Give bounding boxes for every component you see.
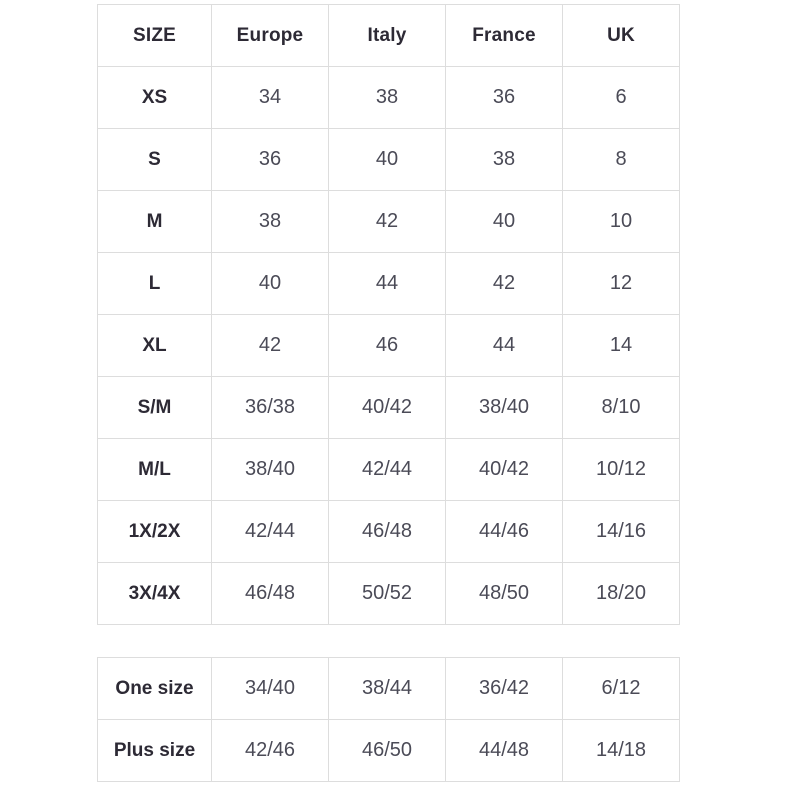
table-cell: 36 bbox=[446, 67, 563, 129]
table-cell: 8 bbox=[563, 129, 680, 191]
table-cell: 38 bbox=[329, 67, 446, 129]
table-cell: 6/12 bbox=[563, 658, 680, 720]
table-cell: 10/12 bbox=[563, 439, 680, 501]
table-cell: 12 bbox=[563, 253, 680, 315]
table-row bbox=[98, 439, 680, 501]
table-row bbox=[98, 720, 680, 782]
table-row bbox=[98, 563, 680, 625]
table-cell: 40 bbox=[446, 191, 563, 253]
table-cell: 46 bbox=[329, 315, 446, 377]
table-cell: 6 bbox=[563, 67, 680, 129]
table-cell: 44 bbox=[446, 315, 563, 377]
table-cell: 48/50 bbox=[446, 563, 563, 625]
table-cell: 14/16 bbox=[563, 501, 680, 563]
table-cell: 38 bbox=[446, 129, 563, 191]
table-cell: 46/50 bbox=[329, 720, 446, 782]
column-header-europe: Europe bbox=[212, 5, 329, 67]
table-cell: 44 bbox=[329, 253, 446, 315]
table-row bbox=[98, 658, 680, 720]
table-row bbox=[98, 315, 680, 377]
table-row bbox=[98, 253, 680, 315]
column-header-france: France bbox=[446, 5, 563, 67]
table-cell: 40 bbox=[329, 129, 446, 191]
table-cell: 40/42 bbox=[329, 377, 446, 439]
table-row bbox=[98, 377, 680, 439]
table-cell: 36 bbox=[212, 129, 329, 191]
table-cell: 42 bbox=[329, 191, 446, 253]
header-row bbox=[98, 5, 680, 67]
table-row bbox=[98, 67, 680, 129]
table-cell: 42/44 bbox=[212, 501, 329, 563]
table-cell: 36/38 bbox=[212, 377, 329, 439]
size-label: 1X/2X bbox=[98, 501, 212, 563]
size-label: One size bbox=[98, 658, 212, 720]
size-label: Plus size bbox=[98, 720, 212, 782]
table-spacer bbox=[97, 625, 800, 657]
size-label: M/L bbox=[98, 439, 212, 501]
table-cell: 42/46 bbox=[212, 720, 329, 782]
table-cell: 34/40 bbox=[212, 658, 329, 720]
table-row bbox=[98, 501, 680, 563]
table-cell: 14 bbox=[563, 315, 680, 377]
size-label: M bbox=[98, 191, 212, 253]
table-row bbox=[98, 191, 680, 253]
table-row bbox=[98, 129, 680, 191]
table-cell: 14/18 bbox=[563, 720, 680, 782]
table-cell: 36/42 bbox=[446, 658, 563, 720]
table-cell: 38/44 bbox=[329, 658, 446, 720]
table-cell: 40/42 bbox=[446, 439, 563, 501]
table-cell: 44/48 bbox=[446, 720, 563, 782]
column-header-size: SIZE bbox=[98, 5, 212, 67]
table-cell: 40 bbox=[212, 253, 329, 315]
column-header-italy: Italy bbox=[329, 5, 446, 67]
table-cell: 8/10 bbox=[563, 377, 680, 439]
size-label: 3X/4X bbox=[98, 563, 212, 625]
table-cell: 34 bbox=[212, 67, 329, 129]
size-label: L bbox=[98, 253, 212, 315]
table-cell: 38/40 bbox=[446, 377, 563, 439]
table-cell: 46/48 bbox=[212, 563, 329, 625]
size-label: XL bbox=[98, 315, 212, 377]
size-label: S/M bbox=[98, 377, 212, 439]
table-cell: 10 bbox=[563, 191, 680, 253]
size-conversion-table bbox=[97, 4, 680, 625]
table-cell: 18/20 bbox=[563, 563, 680, 625]
table-cell: 42 bbox=[212, 315, 329, 377]
table-cell: 38 bbox=[212, 191, 329, 253]
table-cell: 38/40 bbox=[212, 439, 329, 501]
size-label: S bbox=[98, 129, 212, 191]
table-cell: 42 bbox=[446, 253, 563, 315]
size-label: XS bbox=[98, 67, 212, 129]
table-cell: 46/48 bbox=[329, 501, 446, 563]
column-header-uk: UK bbox=[563, 5, 680, 67]
special-sizes-table bbox=[97, 657, 680, 782]
table-cell: 42/44 bbox=[329, 439, 446, 501]
table-cell: 44/46 bbox=[446, 501, 563, 563]
table-cell: 50/52 bbox=[329, 563, 446, 625]
